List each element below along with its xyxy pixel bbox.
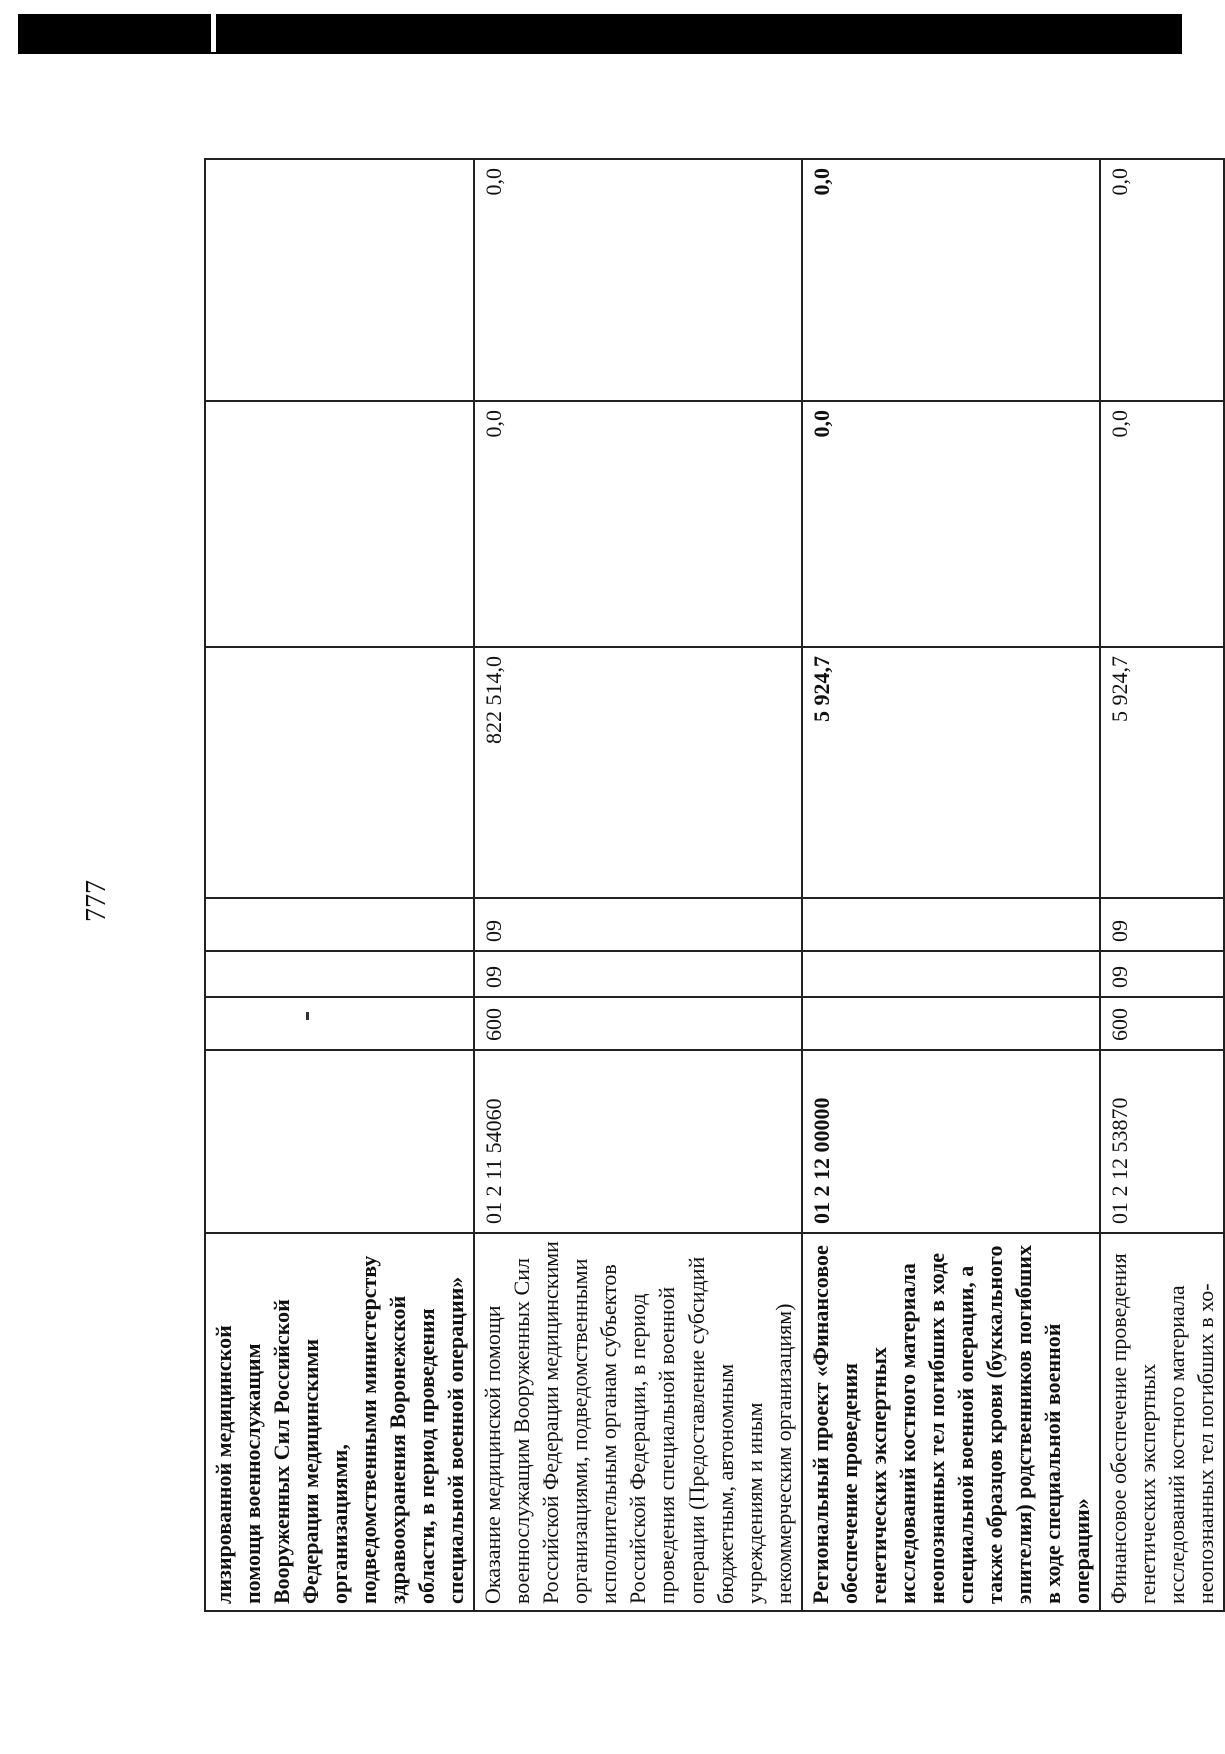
target-code-cell: 01 2 12 53870 [1100, 1050, 1224, 1233]
amount-cell: 5 924,7 [1100, 647, 1224, 898]
expense-type-cell: 600 [474, 997, 801, 1050]
subsection-cell: 09 [474, 898, 801, 951]
expense-type-cell: 600 [1100, 997, 1224, 1050]
subsection-cell [802, 898, 1100, 951]
amount-cell [205, 401, 474, 647]
row-description: лизированной медицинской помощи военнослужащим Вооруженных Сил Российской Федерации медицинскими организациями, подведомственными министерству здравоохранения Воронежской области, в период проведения специальной военной операции» [205, 1233, 474, 1611]
amount-cell: 5 924,7 [802, 647, 1100, 898]
scan-top-black-bar [18, 14, 1182, 54]
subsection-cell [205, 898, 474, 951]
target-code-cell: 01 2 11 54060 [474, 1050, 801, 1233]
amount-cell [205, 159, 474, 401]
row-description: Оказание медицинской помощи военнослужащим Вооруженных Сил Российской Федерации медицинскими организациями, подведомственными исполнительным органам субъектов Российской Федерации, в период проведения специальной военной операции (Предоставление субсидий бюджетным, автономным учреждениям и иным некоммерческим организациям) [474, 1233, 801, 1611]
rotated-budget-table [204, 160, 1219, 1612]
target-code-cell: 01 2 12 00000 [802, 1050, 1100, 1233]
amount-cell: 0,0 [474, 401, 801, 647]
scan-bar-notch [211, 10, 216, 52]
expense-type-cell [802, 997, 1100, 1050]
table-row [205, 159, 474, 1611]
section-cell [802, 951, 1100, 997]
amount-cell: 0,0 [802, 401, 1100, 647]
amount-cell: 0,0 [802, 159, 1100, 401]
amount-cell: 0,0 [1100, 159, 1224, 401]
table-row [1100, 159, 1224, 1611]
page-number: 777 [81, 880, 112, 922]
budget-table [204, 158, 1225, 1612]
amount-cell [205, 647, 474, 898]
amount-cell: 0,0 [1100, 401, 1224, 647]
expense-type-cell [205, 997, 474, 1050]
subsection-cell: 09 [1100, 898, 1224, 951]
table-row [474, 159, 801, 1611]
target-code-cell [205, 1050, 474, 1233]
amount-cell: 0,0 [474, 159, 801, 401]
amount-cell: 822 514,0 [474, 647, 801, 898]
section-cell: 09 [474, 951, 801, 997]
row-description: Финансовое обеспечение проведения генетических экспертных исследований костного материала неопознанных тел погибших в хо- [1100, 1233, 1224, 1611]
table-row [802, 159, 1100, 1611]
section-cell: 09 [1100, 951, 1224, 997]
row-description: Региональный проект «Финансовое обеспечение проведения генетических экспертных исследований костного материала неопознанных тел погибших в ходе специальной военной операции, а также образцов крови (буккального эпителия) родственников погибших в ходе специальной военной операции» [802, 1233, 1100, 1611]
section-cell [205, 951, 474, 997]
